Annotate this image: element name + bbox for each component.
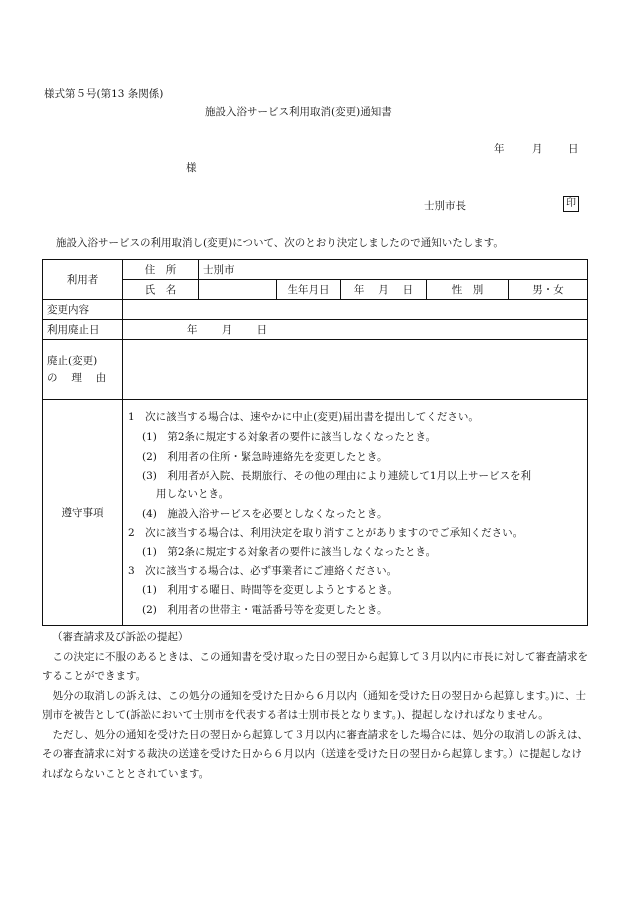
compliance-item: (1) 利用する曜日、時間等を変更しようとするとき。	[142, 584, 398, 596]
gender-label: 性 別	[427, 280, 509, 300]
reason-value	[123, 340, 588, 400]
reason-label-line-2: の 理 由	[47, 371, 107, 384]
issuer-name: 士別市長	[424, 200, 466, 212]
intro-text: 施設入浴サービスの利用取消し(変更)について、次のとおり決定しましたので通知いたします。	[56, 237, 504, 249]
addressee-suffix: 様	[186, 162, 197, 174]
compliance-item: 2 次に該当する場合は、利用決定を取り消すことがありますのでご承知ください。	[128, 527, 524, 539]
reason-label-line-1: 廃止(変更)	[47, 354, 98, 367]
abolish-date-label: 利用廃止日	[43, 320, 123, 340]
birthdate-label: 生年月日	[277, 280, 341, 300]
compliance-item: (2) 利用者の住所・緊急時連絡先を変更したとき。	[142, 451, 388, 463]
reason-label	[43, 340, 123, 400]
name-label: 氏 名	[123, 280, 199, 300]
appeal-notice	[42, 628, 590, 784]
document-title: 施設入浴サービス利用取消(変更)通知書	[205, 106, 392, 118]
address-value: 士別市	[199, 260, 588, 280]
change-label: 変更内容	[43, 300, 123, 320]
date-day-label: 日	[568, 143, 579, 155]
form-number: 様式第５号(第13 条関係)	[44, 88, 164, 100]
compliance-label: 遵守事項	[43, 400, 123, 626]
user-label: 利用者	[43, 260, 123, 300]
compliance-item: (3) 利用者が入院、長期旅行、その他の理由により連続して1月以上サービスを利	[142, 470, 532, 482]
change-value	[123, 300, 588, 320]
date-month-label: 月	[532, 143, 543, 155]
compliance-item: (1) 第2条に規定する対象者の要件に該当しなくなったとき。	[142, 546, 437, 558]
abolish-date-text: 年 月 日	[187, 324, 268, 336]
exception-paragraph: ただし、処分の通知を受けた日の翌日から起算して３月以内に審査請求をした場合には、処分の取消しの訴えは、その審査請求に対する裁決の送達を受けた日から６月以内（送達を受けた日の翌日から起算します。）に提起しなければならないこととされています。	[42, 728, 588, 780]
compliance-item: (2) 利用者の世帯主・電話番号等を変更したとき。	[142, 604, 388, 616]
compliance-item: 3 次に該当する場合は、必ず事業者にご連絡ください。	[128, 565, 398, 577]
seal-stamp: 印	[563, 196, 579, 212]
lawsuit-paragraph: 処分の取消しの訴えは、この処分の通知を受けた日から６月以内（通知を受けた日の翌日から起算します。)に、士別市を被告として(訴訟において士別市を代表する者は士別市長となります。)、提起しなければなりません。	[42, 689, 587, 721]
birthdate-value: 年 月 日	[341, 280, 427, 300]
date-year-label: 年	[494, 143, 505, 155]
compliance-content	[123, 400, 588, 626]
compliance-item: (4) 施設入浴サービスを必要としなくなったとき。	[142, 508, 388, 520]
abolish-date-value	[123, 320, 588, 340]
appeal-heading: （審査請求及び訴訟の提起）	[52, 631, 189, 643]
name-value	[199, 280, 277, 300]
gender-value: 男・女	[509, 280, 588, 300]
address-label: 住 所	[123, 260, 199, 280]
appeal-paragraph: この決定に不服のあるときは、この通知書を受け取った日の翌日から起算して３月以内に市長に対して審査請求をすることができます。	[42, 650, 588, 682]
compliance-item: 1 次に該当する場合は、速やかに中止(変更)届出書を提出してください。	[128, 411, 479, 423]
user-info-table	[42, 259, 588, 626]
compliance-item: 用しないとき。	[156, 488, 230, 500]
compliance-item: (1) 第2条に規定する対象者の要件に該当しなくなったとき。	[142, 431, 437, 443]
